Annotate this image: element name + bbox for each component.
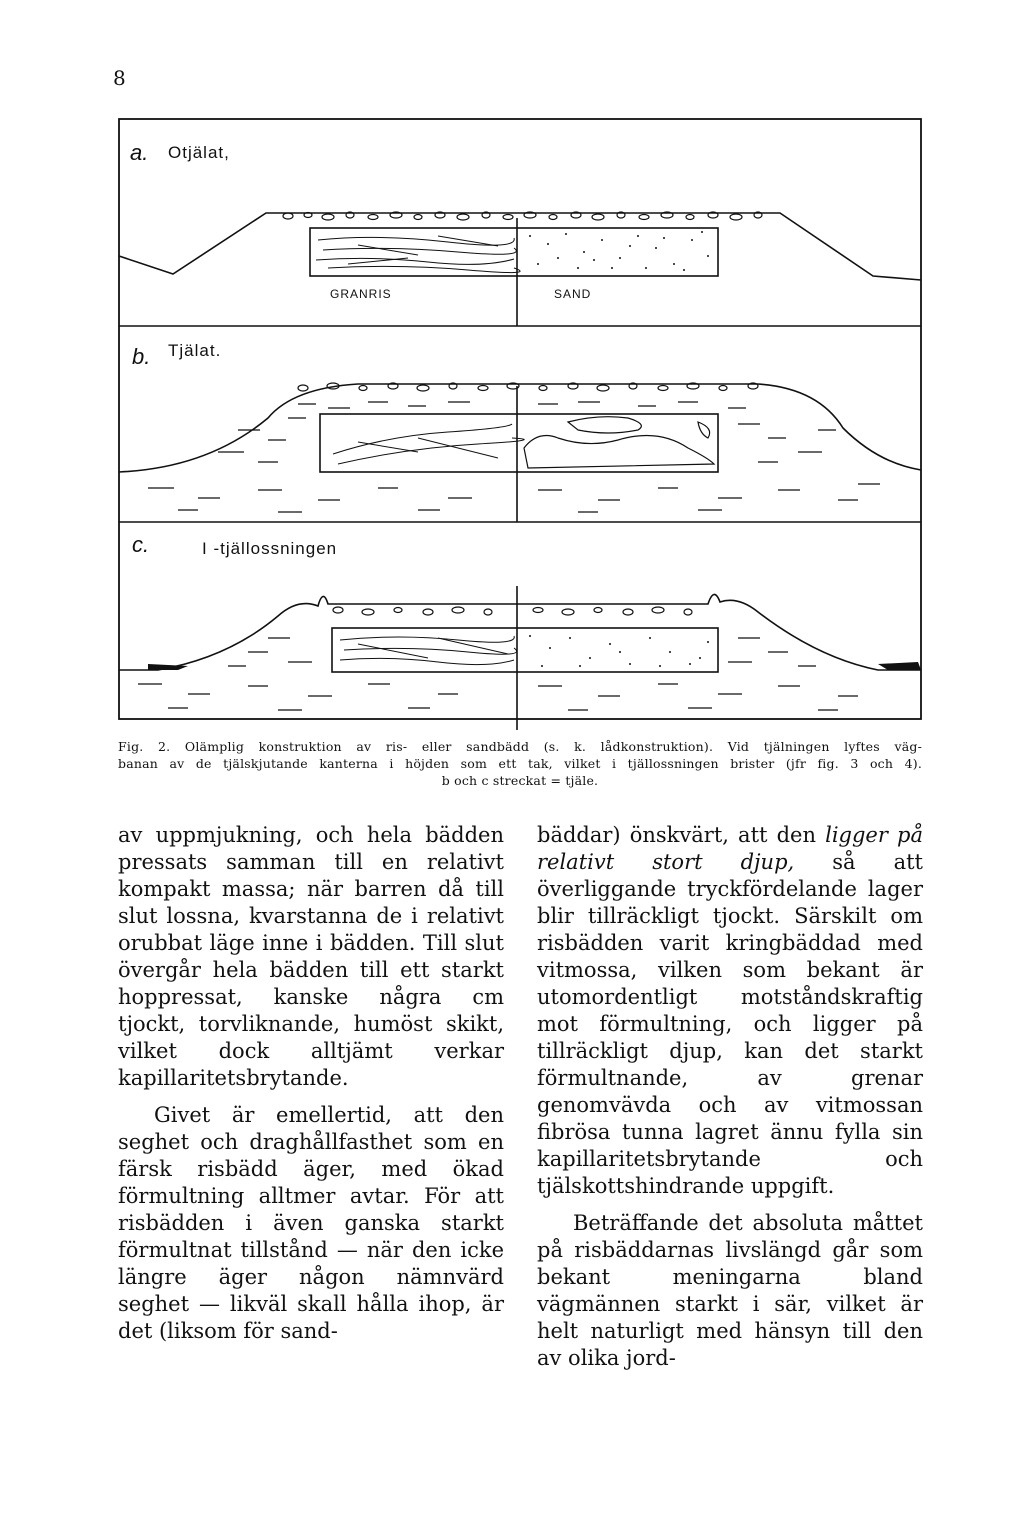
caption-line-2: banan av de tjälskjutande kanterna i höjden som ett tak, vilket i tjällossningen brister (jfr fig. 3 och 4). (118, 756, 922, 771)
panel-b-sand-lenses (524, 417, 714, 468)
panel-a-box (310, 228, 718, 276)
panel-c-gravel (333, 607, 692, 615)
panel-c-water-right (878, 662, 921, 670)
panel-b (119, 341, 921, 512)
panel-a-label-sand: SAND (554, 287, 592, 301)
panel-c-frost-hatching (138, 638, 858, 710)
caption-line-3: b och c streckat = tjäle. (441, 773, 599, 788)
panel-a-sand (529, 231, 709, 271)
panel-b-box (320, 414, 718, 472)
right-p1-start: bäddar) önskvärt, att den (537, 823, 826, 847)
panel-a-letter: a. (130, 140, 149, 165)
page-number: 8 (113, 66, 126, 90)
right-paragraph-2: Beträffande det absoluta måttet på risbäddarnas livslängd går som bekant meningarna bland vägmännen starkt i sär, vilket är helt naturligt med hänsyn till den av olika jord- (537, 1211, 923, 1370)
panel-c (119, 532, 921, 710)
figure-caption (118, 738, 922, 789)
panel-a-brushwood (316, 236, 520, 273)
panel-a-label-granris: GRANRIS (330, 287, 392, 301)
panel-b-brushwood (333, 424, 524, 464)
right-p1-end: så att överliggande tryckfördelande lager blir tillräckligt tjockt. Särskilt om risbädden varit kringbäddad med vitmossa, vilken som bekant är utomordentligt motståndskraftig mot förmultning, och ligger på tillräckligt djup, kan det starkt förmultnande, av grenar genomvävda och av vitmossan fibrösa tunna lagret ännu fylla sin kapillaritetsbrytande och tjälskottshindrande uppgift. (537, 850, 923, 1198)
body-column-right (537, 822, 923, 1382)
panel-b-frost-hatching (148, 402, 880, 512)
figure-road-cross-sections (118, 118, 922, 732)
left-paragraph-1: av uppmjukning, och hela bädden pressats samman till en relativt kompakt massa; när barren då till slut lossna, kvarstanna de i relativt orubbat läge inne i bädden. Till slut övergår hela bädden till ett starkt hoppressat, kanske några cm tjockt, torvliknande, humöst skikt, vilket dock alltjämt verkar kapillaritetsbrytande. (118, 823, 504, 1090)
panel-a-embankment (119, 213, 921, 280)
panel-b-letter: b. (132, 344, 151, 369)
panel-b-embankment (119, 384, 921, 472)
panel-c-brushwood (340, 636, 517, 665)
panel-c-embankment (119, 594, 921, 670)
figure-frame (119, 119, 921, 719)
panel-c-letter: c. (132, 532, 150, 557)
panel-a (119, 140, 921, 301)
right-p1-emphasis: ligger på relativt stort djup, (537, 823, 923, 874)
caption-line-1: Fig. 2. Olämplig konstruktion av ris- eller sandbädd (s. k. lådkonstruktion). Vid tjälningen lyftes väg- (118, 739, 922, 754)
panel-a-title: Otjälat, (168, 143, 230, 162)
body-column-left (118, 822, 504, 1355)
panel-c-sand (529, 635, 709, 667)
right-paragraph-1 (537, 822, 923, 1200)
left-paragraph-2: Givet är emellertid, att den seghet och draghållfasthet som en färsk risbädd äger, med ökad förmultning alltmer avtar. För att risbädden i även ganska starkt förmultnat tillstånd — när den icke längre äger någon nämnvärd seghet — likväl skall hålla ihop, är det (liksom för sand- (118, 1103, 504, 1343)
panel-c-title: I -tjällossningen (202, 539, 338, 558)
panel-b-title: Tjälat. (168, 341, 222, 360)
